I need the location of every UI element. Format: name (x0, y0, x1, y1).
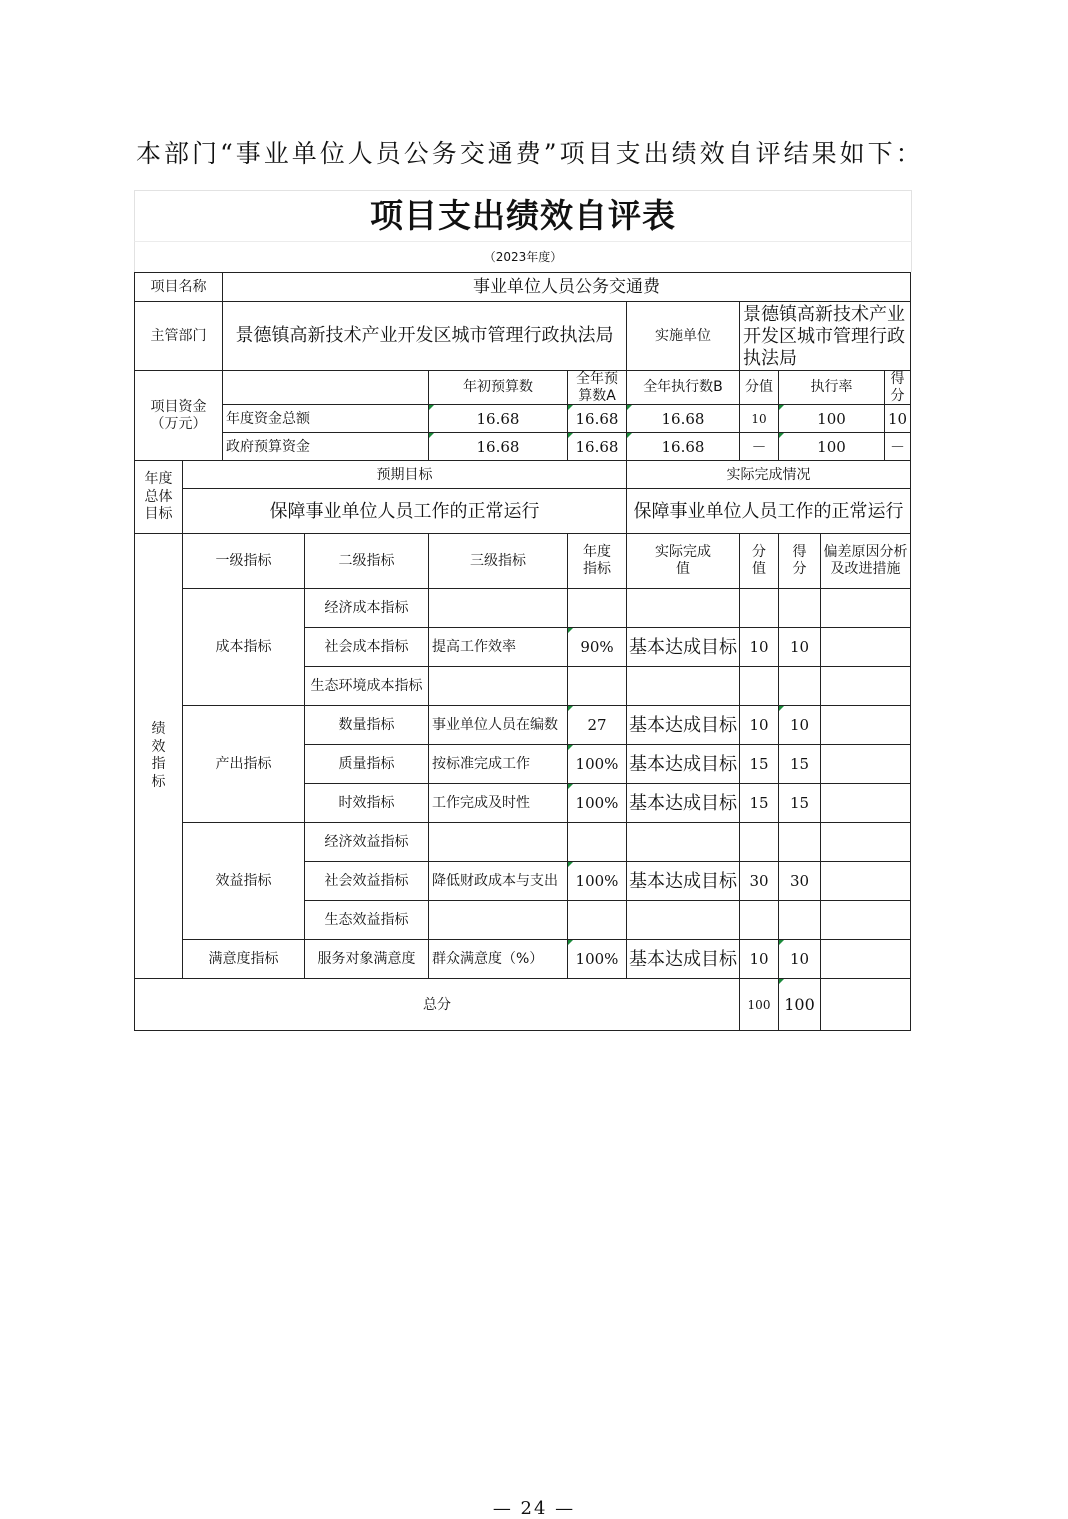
actual-value: 基本达成目标 (627, 745, 740, 784)
level1-indicator: 产出指标 (183, 706, 305, 823)
actual-value (627, 667, 740, 706)
score-value (740, 901, 779, 940)
impl-unit-label: 实施单位 (627, 302, 740, 371)
level2-indicator: 社会成本指标 (305, 628, 429, 667)
actual-value (627, 589, 740, 628)
level2-indicator: 生态效益指标 (305, 901, 429, 940)
got-score: 10 (779, 628, 821, 667)
level1-indicator: 满意度指标 (183, 940, 305, 979)
funds-cell: 10 (740, 405, 779, 433)
level2-indicator: 质量指标 (305, 745, 429, 784)
funds-header-rate: 执行率 (779, 370, 885, 405)
impl-unit-value: 景德镇高新技术产业开发区城市管理行政执法局 (740, 302, 911, 371)
perf-label: 绩效指标 (151, 721, 166, 790)
actual-value (627, 823, 740, 862)
funds-cell: 16.68 (568, 433, 627, 461)
funds-header-blank (223, 370, 429, 405)
level1-indicator: 效益指标 (183, 823, 305, 940)
level3-indicator: 工作完成及时性 (429, 784, 568, 823)
level2-indicator: 数量指标 (305, 706, 429, 745)
annual-target: 27 (568, 706, 627, 745)
got-score: 10 (779, 940, 821, 979)
goal-label-cell (135, 461, 183, 534)
perf-header: 一级指标 (183, 534, 305, 589)
score-value: 15 (740, 745, 779, 784)
perf-header: 得分 (792, 543, 807, 578)
level3-indicator: 事业单位人员在编数 (429, 706, 568, 745)
table-title: 项目支出绩效自评表 (134, 190, 912, 241)
total-score: 100 (740, 979, 779, 1031)
project-name-label: 项目名称 (135, 273, 223, 302)
deviation-reason (821, 784, 911, 823)
level3-indicator (429, 667, 568, 706)
level3-indicator: 按标准完成工作 (429, 745, 568, 784)
score-value: 10 (740, 628, 779, 667)
perf-header: 二级指标 (305, 534, 429, 589)
funds-row-name: 政府预算资金 (223, 433, 429, 461)
total-label: 总分 (135, 979, 740, 1031)
dept-label: 主管部门 (135, 302, 223, 371)
deviation-reason (821, 862, 911, 901)
level2-indicator: 服务对象满意度 (305, 940, 429, 979)
score-value (740, 823, 779, 862)
annual-target: 100% (568, 940, 627, 979)
score-value: 30 (740, 862, 779, 901)
level2-indicator: 社会效益指标 (305, 862, 429, 901)
level3-indicator (429, 901, 568, 940)
annual-target: 100% (568, 784, 627, 823)
total-blank (821, 979, 911, 1031)
goal-actual: 保障事业单位人员工作的正常运行 (627, 489, 911, 534)
total-got: 100 (779, 979, 821, 1031)
annual-target (568, 823, 627, 862)
funds-header-annual: 全年预算数A (568, 370, 627, 405)
deviation-reason (821, 589, 911, 628)
funds-header-score: 分值 (740, 370, 779, 405)
annual-target (568, 901, 627, 940)
deviation-reason (821, 901, 911, 940)
got-score (779, 589, 821, 628)
got-score: 15 (779, 784, 821, 823)
perf-header-cell (779, 534, 821, 589)
deviation-reason (821, 745, 911, 784)
goal-actual-label: 实际完成情况 (627, 461, 911, 489)
evaluation-table (134, 272, 911, 1031)
goal-expected: 保障事业单位人员工作的正常运行 (183, 489, 627, 534)
deviation-reason (821, 823, 911, 862)
level2-indicator: 经济成本指标 (305, 589, 429, 628)
score-value: 15 (740, 784, 779, 823)
perf-header: 年度指标 (582, 543, 611, 578)
got-score: 15 (779, 745, 821, 784)
annual-target: 100% (568, 862, 627, 901)
funds-header-got: 得分 (885, 370, 911, 405)
actual-value (627, 901, 740, 940)
actual-value: 基本达成目标 (627, 862, 740, 901)
perf-header-cell (740, 534, 779, 589)
got-score: 30 (779, 862, 821, 901)
deviation-reason (821, 940, 911, 979)
annual-target: 100% (568, 745, 627, 784)
score-value (740, 589, 779, 628)
funds-row-name: 年度资金总额 (223, 405, 429, 433)
level3-indicator (429, 589, 568, 628)
level2-indicator: 生态环境成本指标 (305, 667, 429, 706)
level3-indicator: 群众满意度（%） (429, 940, 568, 979)
perf-header-cell (568, 534, 627, 589)
annual-target (568, 589, 627, 628)
funds-header-initial: 年初预算数 (429, 370, 568, 405)
deviation-reason (821, 628, 911, 667)
actual-value: 基本达成目标 (627, 628, 740, 667)
level2-indicator: 经济效益指标 (305, 823, 429, 862)
funds-cell: 16.68 (627, 433, 740, 461)
funds-cell: 16.68 (429, 433, 568, 461)
got-score (779, 901, 821, 940)
funds-label: 项目资金（万元） (135, 370, 223, 461)
dept-value: 景德镇高新技术产业开发区城市管理行政执法局 (223, 302, 627, 371)
funds-cell: － (740, 433, 779, 461)
level3-indicator: 降低财政成本与支出 (429, 862, 568, 901)
perf-header: 偏差原因分析及改进措施 (823, 543, 908, 578)
actual-value: 基本达成目标 (627, 784, 740, 823)
annual-target (568, 667, 627, 706)
level3-indicator: 提高工作效率 (429, 628, 568, 667)
score-value (740, 667, 779, 706)
level3-indicator (429, 823, 568, 862)
deviation-reason (821, 667, 911, 706)
level2-indicator: 时效指标 (305, 784, 429, 823)
funds-header-executed: 全年执行数B (627, 370, 740, 405)
actual-value: 基本达成目标 (627, 706, 740, 745)
funds-cell: 100 (779, 433, 885, 461)
got-score: 10 (779, 706, 821, 745)
score-value: 10 (740, 940, 779, 979)
perf-header-cell (627, 534, 740, 589)
actual-value: 基本达成目标 (627, 940, 740, 979)
funds-cell: 16.68 (568, 405, 627, 433)
annual-target: 90% (568, 628, 627, 667)
page-number: — 24 — (492, 1498, 576, 1519)
funds-cell: － (885, 433, 911, 461)
self-evaluation-sheet (134, 190, 912, 1031)
got-score (779, 667, 821, 706)
perf-header: 三级指标 (429, 534, 568, 589)
perf-label-cell (135, 534, 183, 979)
funds-cell: 100 (779, 405, 885, 433)
level1-indicator: 成本指标 (183, 589, 305, 706)
deviation-reason (821, 706, 911, 745)
perf-header: 分值 (752, 543, 766, 578)
perf-header-cell (821, 534, 911, 589)
funds-cell: 10 (885, 405, 911, 433)
funds-cell: 16.68 (627, 405, 740, 433)
got-score (779, 823, 821, 862)
project-name-value: 事业单位人员公务交通费 (223, 273, 911, 302)
table-year: （2023年度） (134, 241, 912, 272)
funds-cell: 16.68 (429, 405, 568, 433)
score-value: 10 (740, 706, 779, 745)
goal-expected-label: 预期目标 (183, 461, 627, 489)
intro-text: 本部门“事业单位人员公务交通费”项目支出绩效自评结果如下： (136, 139, 924, 168)
goal-label: 年度总体目标 (144, 471, 173, 523)
perf-header: 实际完成值 (655, 543, 711, 578)
